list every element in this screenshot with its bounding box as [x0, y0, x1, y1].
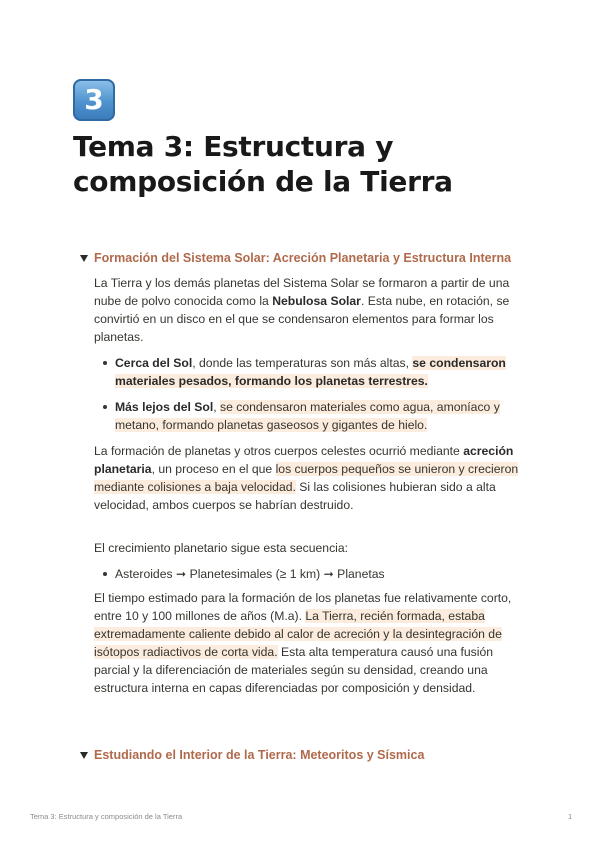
toggle-interior-tierra[interactable] [80, 748, 424, 762]
list-item [100, 354, 530, 390]
bullet-dot-icon [103, 405, 107, 409]
bullet-dot-icon [103, 572, 107, 576]
list-item [100, 398, 530, 434]
text: , donde las temperaturas son más altas, [192, 356, 413, 370]
bullet-dot-icon [103, 361, 107, 365]
text: Si las colisiones hubieran sido a alta velocidad, ambos cuerpos se habrían destruido. [94, 480, 496, 512]
text: La formación de planetas y otros cuerpos celestes ocurrió mediante [94, 444, 464, 458]
keycap-3-icon: 3 [73, 79, 115, 121]
text: , un proceso en el que [151, 462, 276, 476]
toggle-formacion-sistema-solar[interactable] [80, 251, 511, 265]
toggle-triangle-icon[interactable] [80, 255, 88, 262]
paragraph-acrecion [94, 442, 532, 514]
list-item [100, 565, 530, 583]
bold-term: Más lejos del Sol [115, 400, 214, 414]
highlight: se condensaron materiales pesados, formando los planetas terrestres. [115, 356, 506, 388]
highlight: los cuerpos pequeños se unieron y crecieron mediante colisiones a baja velocidad. [94, 462, 519, 494]
page-number: 1 [568, 812, 573, 821]
text: Esta alta temperatura causó una fusión parcial y la diferenciación de materiales según su densidad, creando una estructura interna en capas diferenciadas por composición y densidad. [94, 645, 494, 695]
text: , [213, 400, 220, 414]
highlight: se condensaron materiales como agua, amoníaco y metano, formando planetas gaseosos y gigantes de hielo. [115, 400, 500, 432]
text: . Esta nube, en rotación, se convirtió en un disco en el que se condensaron elementos para formar los planetas. [94, 294, 510, 344]
toggle-heading[interactable]: Formación del Sistema Solar: Acreción Planetaria y Estructura Interna [94, 251, 512, 265]
bold-term: acreción planetaria [94, 444, 514, 476]
bold-term: Nebulosa Solar [272, 294, 361, 308]
bold-term: Cerca del Sol [115, 356, 193, 370]
paragraph-secuencia: El crecimiento planetario sigue esta secuencia: [94, 541, 349, 555]
text: La Tierra y los demás planetas del Sistema Solar se formaron a partir de una nube de polvo conocida como la [94, 276, 510, 308]
paragraph-tiempo [94, 589, 532, 697]
footer-title: Tema 3: Estructura y composición de la Tierra [30, 812, 183, 821]
sequence-text: Asteroides ➞ Planetesimales (≥ 1 km) ➞ Planetas [115, 567, 385, 581]
highlight: La Tierra, recién formada, estaba extremadamente caliente debido al calor de acreción y la desintegración de isótopos radiactivos de corta vida. [94, 609, 502, 659]
toggle-triangle-icon[interactable] [80, 752, 88, 759]
paragraph-nebulosa [94, 274, 532, 346]
text: El tiempo estimado para la formación de los planetas fue relativamente corto, entre 10 y 100 millones de años (M.a). [94, 591, 512, 623]
toggle-heading[interactable]: Estudiando el Interior de la Tierra: Meteoritos y Sísmica [94, 748, 425, 762]
page-title: Tema 3: Estructura y composición de la Tierra [73, 130, 453, 198]
